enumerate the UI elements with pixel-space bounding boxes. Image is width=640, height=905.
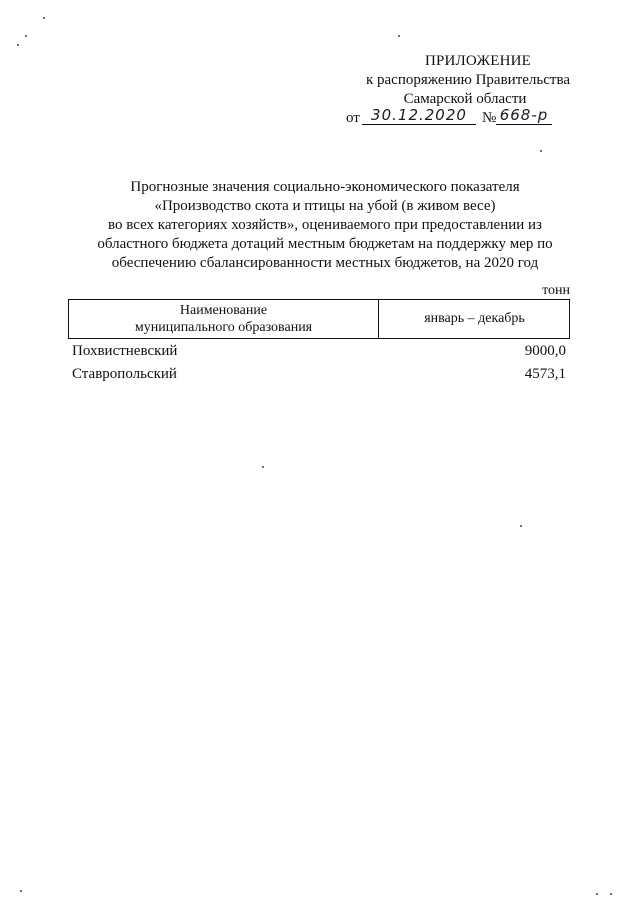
- handwritten-date: 30.12.2020: [362, 106, 476, 125]
- title-line: областного бюджета дотаций местным бюджетам на поддержку мер по: [97, 236, 553, 252]
- scan-speck: [596, 893, 598, 895]
- scan-speck: [398, 35, 400, 37]
- decree-reference: [346, 108, 576, 132]
- column-header-line: Наименование: [179, 303, 268, 318]
- column-header-line: муниципального образования: [134, 320, 313, 335]
- handwritten-number: 668-р: [496, 106, 552, 125]
- column-header-municipality: [69, 300, 379, 338]
- date-prefix: от: [346, 110, 360, 126]
- scan-speck: [520, 525, 522, 527]
- scan-speck: [262, 466, 264, 468]
- appendix-title: ПРИЛОЖЕНИЕ: [424, 53, 532, 69]
- document-title: [60, 178, 590, 273]
- unit-label: тонн: [542, 283, 570, 298]
- appendix-decree-line: к распоряжению Правительства: [365, 72, 570, 88]
- title-line: «Производство скота и птицы на убой (в живом весе): [154, 198, 496, 214]
- table-body: [72, 343, 572, 391]
- row-value: 4573,1: [524, 366, 566, 382]
- number-sign: №: [482, 110, 497, 126]
- scan-speck: [20, 890, 22, 892]
- table-row: [72, 366, 572, 391]
- title-line: во всех категориях хозяйств», оцениваемого при предоставлении из: [108, 217, 542, 233]
- scan-speck: [610, 893, 612, 895]
- row-value: 9000,0: [524, 343, 566, 359]
- column-header-period: январь – декабрь: [424, 311, 525, 326]
- municipality-name: Ставропольский: [72, 366, 177, 382]
- scan-speck: [17, 44, 19, 46]
- table-row: [72, 343, 572, 368]
- table-header: [68, 299, 570, 339]
- scan-speck: [43, 17, 45, 19]
- title-line: Прогнозные значения социально-экономического показателя: [130, 179, 520, 195]
- scan-speck: [25, 35, 27, 37]
- scan-speck: [540, 150, 542, 152]
- title-line: обеспечению сбалансированности местных бюджетов, на 2020 год: [111, 255, 539, 271]
- appendix-header: [330, 52, 570, 109]
- appendix-region-line: Самарской области: [403, 91, 527, 107]
- municipality-name: Похвистневский: [72, 343, 178, 359]
